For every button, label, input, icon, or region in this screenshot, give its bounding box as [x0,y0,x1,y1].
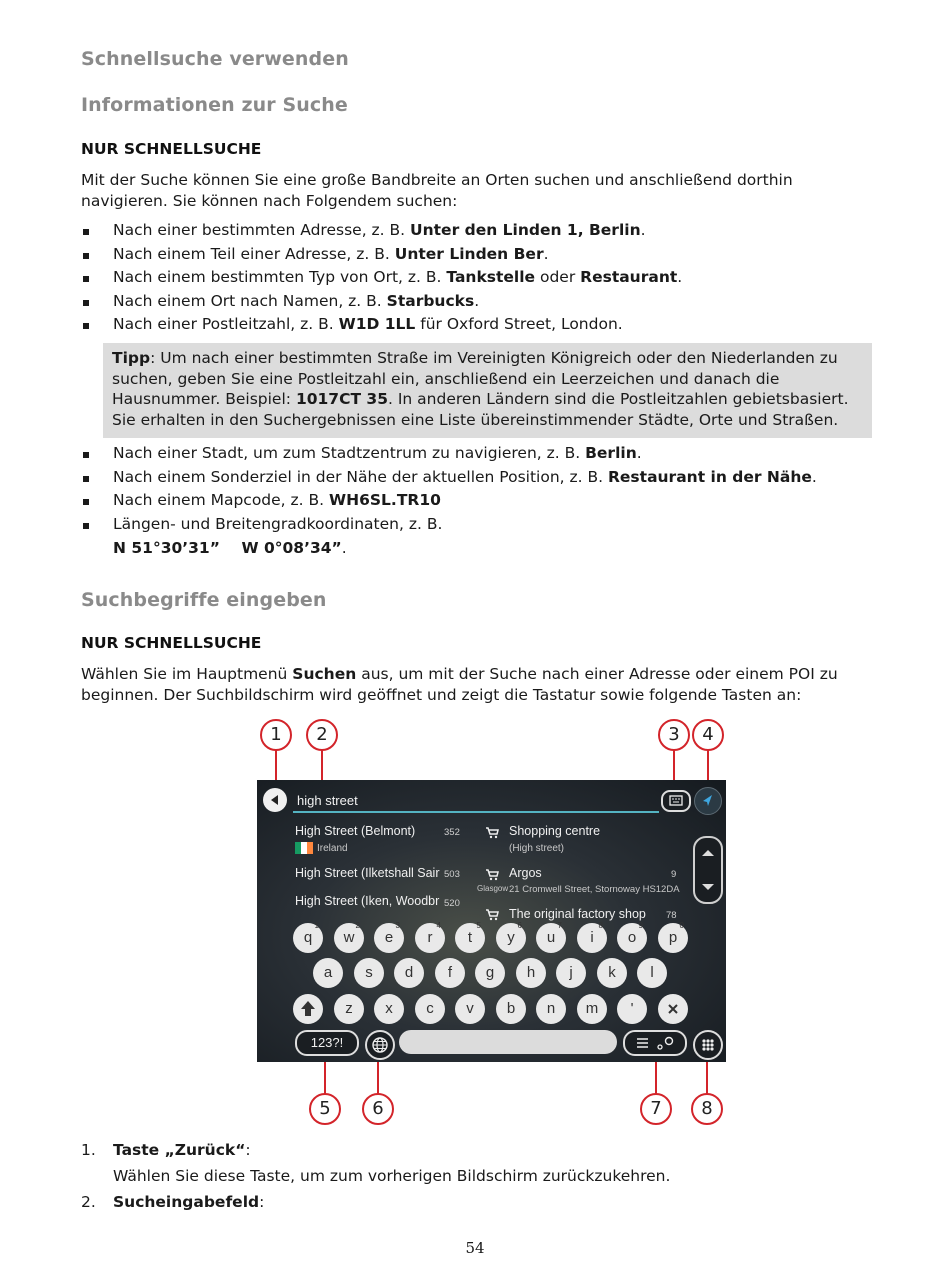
key-e[interactable]: e 3 [374,923,404,953]
key-t[interactable]: t 5 [455,923,485,953]
result-distance: 9 [671,869,677,880]
key-k[interactable]: k [597,958,627,988]
key-h[interactable]: h [516,958,546,988]
scroll-control[interactable] [693,836,723,904]
intro-line: Mit der Suche können Sie eine große Bandbreite an Orten suchen und anschließend dorthin [81,171,793,189]
key-j[interactable]: j [556,958,586,988]
navigation-arrow-icon [695,788,721,814]
list-item-description: Wählen Sie diese Taste, um zum vorherigen Bildschirm zurückzukehren. [113,1167,671,1185]
language-button[interactable] [365,1030,395,1060]
key-c[interactable]: c [415,994,445,1024]
result-distance: 78 [666,910,677,921]
list-item: 2. Sucheingabefeld: [81,1193,265,1211]
result-item[interactable]: The original factory shop [509,907,646,921]
key-v[interactable]: v [455,994,485,1024]
key-r[interactable]: r 4 [415,923,445,953]
back-button[interactable] [263,788,287,812]
page-number: 54 [465,1239,485,1257]
backspace-icon [658,994,688,1024]
key-p[interactable]: p 0 [658,923,688,953]
map-label: Glasgow [477,884,509,893]
list-map-icon [625,1032,685,1054]
list-item: Nach einer Stadt, um zum Stadtzentrum zu navigieren, z. B. Berlin. [81,442,881,466]
key-m[interactable]: m [577,994,607,1024]
list-map-toggle-button[interactable] [623,1030,687,1056]
search-input[interactable] [293,789,667,811]
key-n[interactable]: n [536,994,566,1024]
shift-arrow-icon [293,994,323,1024]
shopping-cart-icon [485,827,499,839]
key-u[interactable]: u 7 [536,923,566,953]
quick-search-label: NUR SCHNELLSUCHE [81,140,262,158]
key-z[interactable]: z [334,994,364,1024]
list-item: 1. Taste „Zurück“: [81,1141,251,1159]
key-i[interactable]: i 8 [577,923,607,953]
result-item[interactable]: Shopping centre [509,824,601,838]
ireland-flag-icon [295,842,313,854]
list-item: Längen- und Breitengradkoordinaten, z. B. [81,513,881,537]
result-item[interactable]: High Street (Iken, Woodbr [295,894,440,908]
key-x[interactable]: x [374,994,404,1024]
list-item: Nach einer bestimmten Adresse, z. B. Unter den Linden 1, Berlin. [81,219,881,243]
key-d[interactable]: d [394,958,424,988]
shift-key[interactable] [293,994,323,1024]
scroll-arrows-icon [695,838,721,902]
result-distance: 503 [444,869,460,880]
intro-paragraph [81,170,881,212]
callout-7: 7 [640,1093,672,1125]
key-w[interactable]: w 2 [334,923,364,953]
key-b[interactable]: b [496,994,526,1024]
shopping-cart-icon [485,869,499,881]
list-item: Nach einer Postleitzahl, z. B. W1D 1LL für Oxford Street, London. [81,313,881,337]
globe-icon [367,1032,393,1058]
keypad-icon [695,1032,721,1058]
result-distance: 520 [444,898,460,909]
tip-box: Tipp: Um nach einer bestimmten Straße im Vereinigten Königreich oder den Niederlanden zu suchen, geben Sie eine Postleitzahl ein, anschließend ein Leerzeichen und danach die Hausnummer. Beispiel: 1017CT 35. In anderen Ländern sind die Postleitzahlen gebietsbasiert. Sie erhalten in den Suchergebnissen eine Liste übereinstimmender Städte, Orte und Straßen. [103,343,872,438]
list-item: Nach einem bestimmten Typ von Ort, z. B. Tankstelle oder Restaurant. [81,266,881,290]
callout-2: 2 [306,719,338,751]
coordinates-example: N 51°30’31” W 0°08’34”. [113,539,347,557]
numbers-symbols-button[interactable]: 123?! [295,1030,359,1056]
result-item[interactable]: Argos [509,866,542,880]
key-o[interactable]: o 9 [617,923,647,953]
search-types-list-2 [81,442,881,536]
key-s[interactable]: s [354,958,384,988]
key-l[interactable]: l [637,958,667,988]
shopping-cart-icon [485,909,499,921]
navigation-view-button[interactable] [694,787,722,815]
key-y[interactable]: y 6 [496,923,526,953]
tip-label: Tipp [112,349,151,367]
subsection-title-2: Suchbegriffe eingeben [81,589,327,611]
list-item: Nach einem Ort nach Namen, z. B. Starbucks. [81,290,881,314]
key-apostrophe[interactable]: ' [617,994,647,1024]
keyboard-icon [663,792,689,810]
callout-8: 8 [691,1093,723,1125]
map-background [257,780,726,1062]
quick-search-label-2: NUR SCHNELLSUCHE [81,634,262,652]
result-country: Ireland [317,843,348,854]
list-item: Nach einem Mapcode, z. B. WH6SL.TR10 [81,489,881,513]
backspace-key[interactable] [658,994,688,1024]
result-address: 21 Cromwell Street, Stornoway HS12DA [509,884,680,895]
key-g[interactable]: g [475,958,505,988]
instruction-paragraph: Wählen Sie im Hauptmenü Suchen aus, um mit der Suche nach einer Adresse oder einem POI zu beginnen. Der Suchbildschirm wird geöffnet und zeigt die Tastatur sowie folgende Tasten an: [81,665,838,704]
result-distance: 352 [444,827,460,838]
callout-3: 3 [658,719,690,751]
callout-6: 6 [362,1093,394,1125]
search-screen-screenshot [257,780,726,1062]
section-title: Schnellsuche verwenden [81,48,349,70]
search-underline [293,811,659,813]
key-q[interactable]: q 1 [293,923,323,953]
back-arrow-icon [263,788,287,812]
list-item: Nach einem Sonderziel in der Nähe der aktuellen Position, z. B. Restaurant in der Nähe. [81,466,881,490]
key-a[interactable]: a [313,958,343,988]
list-item: Nach einem Teil einer Adresse, z. B. Unter Linden Ber. [81,243,881,267]
keyboard-toggle-button[interactable] [661,790,691,812]
space-bar[interactable] [399,1030,617,1054]
result-subtitle: (High street) [509,843,565,854]
callout-1: 1 [260,719,292,751]
result-item[interactable]: High Street (Belmont) [295,824,416,838]
subsection-title: Informationen zur Suche [81,94,348,116]
result-item[interactable]: High Street (Ilketshall Sair [295,866,440,880]
intro-line: navigieren. Sie können nach Folgendem suchen: [81,192,458,210]
keyboard-layout-button[interactable] [693,1030,723,1060]
callout-4: 4 [692,719,724,751]
key-f[interactable]: f [435,958,465,988]
search-types-list [81,219,881,337]
callout-5: 5 [309,1093,341,1125]
